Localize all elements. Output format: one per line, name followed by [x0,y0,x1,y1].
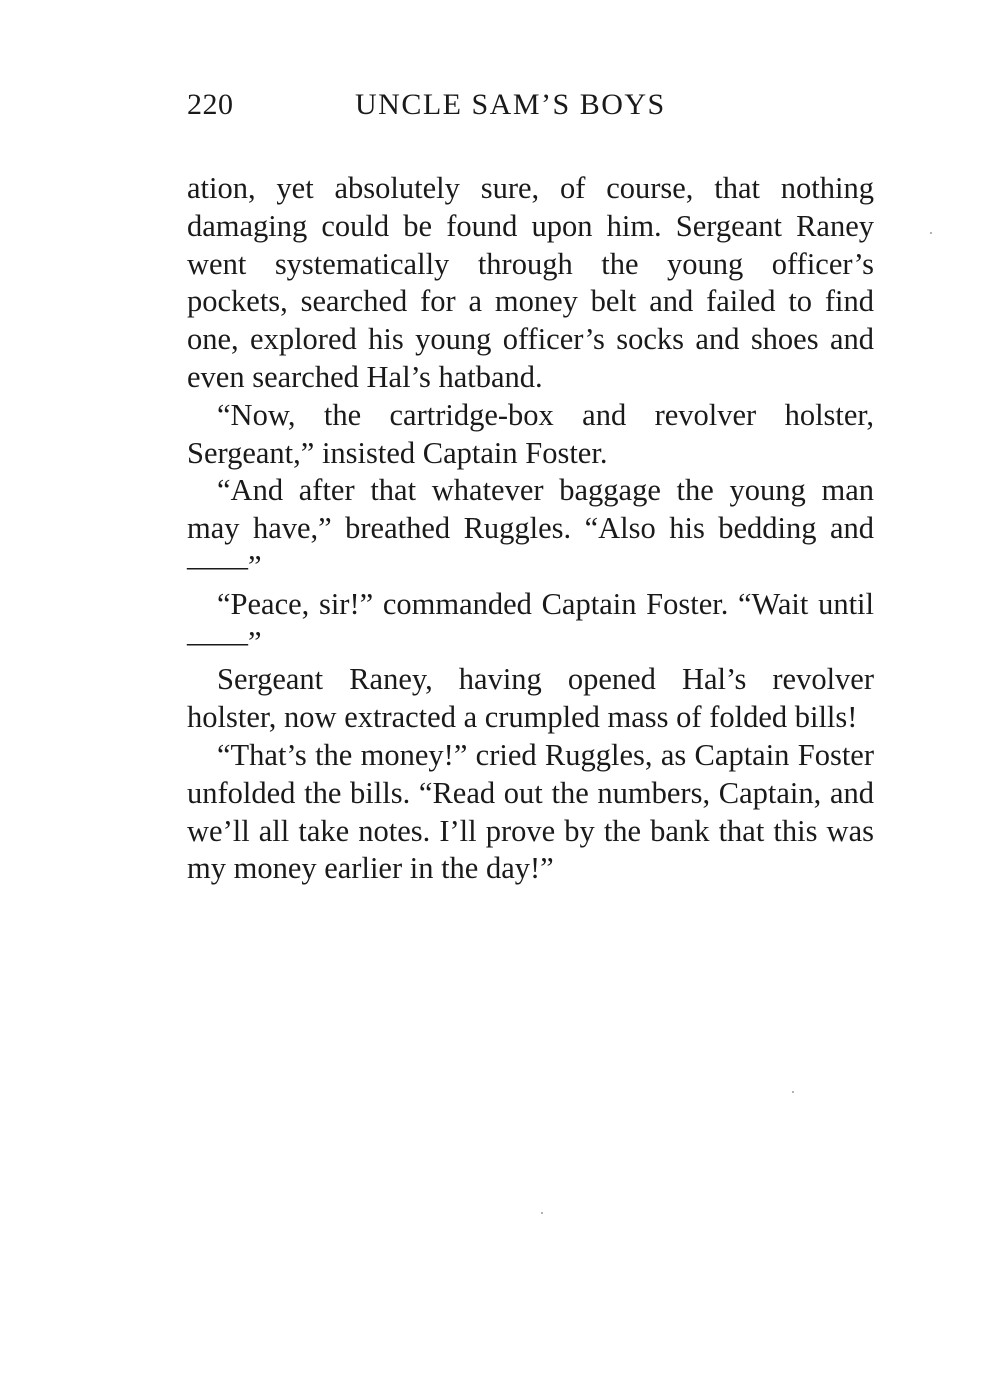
paragraph-dialogue: “That’s the money!” cried Ruggles, as Captain Foster unfolded the bills. “Read out the numbers, Captain, and we’ll all take notes. I’ll prove by the bank that this was my money earlier in the day!” [187,737,874,886]
paragraph-dialogue: “Now, the cartridge-box and revolver holster, Sergeant,” insisted Captain Foster. [187,397,874,470]
page-header [187,88,877,128]
scan-speck [930,232,932,234]
paragraph-dialogue: “Peace, sir!” commanded Captain Foster. “Wait until——” [187,586,874,659]
paragraph-continuation: ation, yet absolutely sure, of course, that nothing damaging could be found upon him. Sergeant Raney went systematically through the young officer’s pockets, searched for a money belt and failed to find one, explored his young officer’s socks and shoes and even searched Hal’s hatband. [187,171,874,394]
paragraph-narration: Sergeant Raney, having opened Hal’s revolver holster, now extracted a crumpled mass of folded bills! [187,662,874,735]
scan-speck [792,1091,794,1093]
page-number: 220 [187,88,234,121]
body-text [187,170,874,888]
running-title: UNCLE SAM’S BOYS [355,88,666,121]
scan-speck [541,1212,543,1214]
paragraph-dialogue: “And after that whatever baggage the young man may have,” breathed Ruggles. “Also his bedding and——” [187,473,874,583]
